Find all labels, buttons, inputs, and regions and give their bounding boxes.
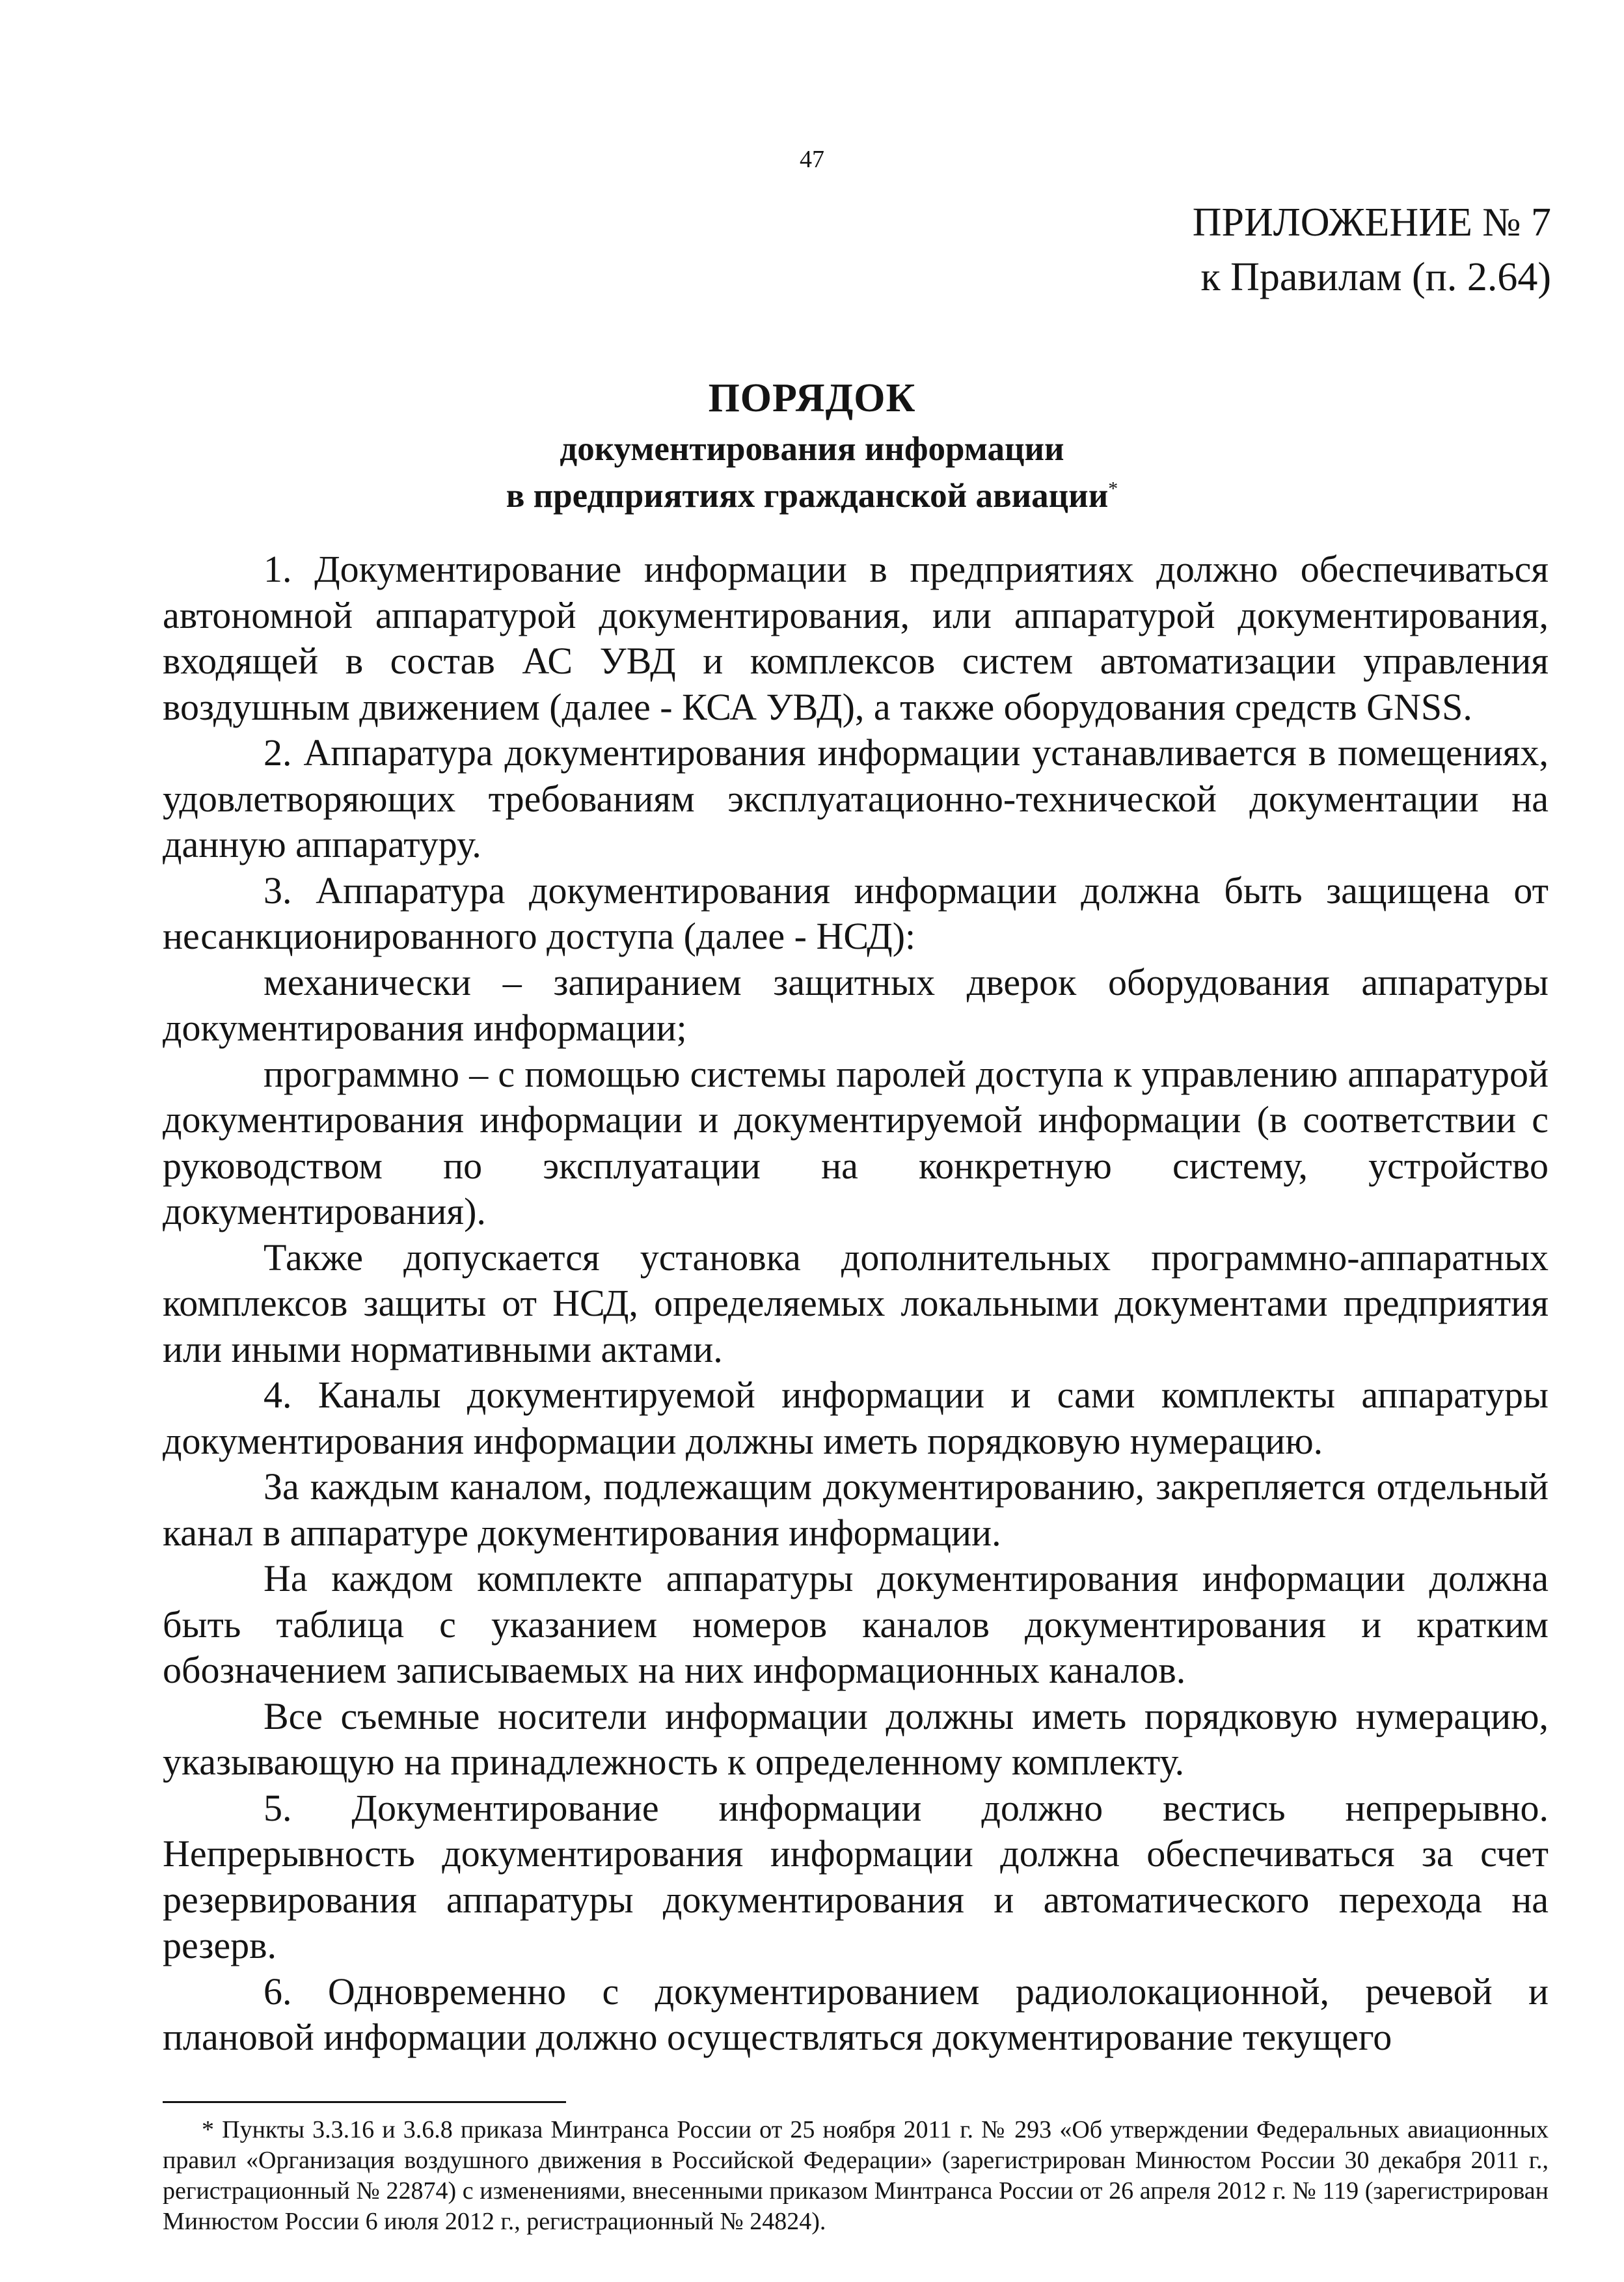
appendix-number: ПРИЛОЖЕНИЕ № 7 [1192, 200, 1551, 245]
document-title [0, 371, 1624, 519]
paragraph-6: 6. Одновременно с документированием радиолокационной, речевой и плановой информации должно осуществляться документирование текущего [163, 1970, 1549, 2058]
paragraph-3-software: программно – с помощью системы паролей доступа к управлению аппаратурой документирования информации и документируемой информации (в соответствии с руководством по эксплуатации на конкретную систему, устройство документирования). [163, 1052, 1549, 1232]
document-body [163, 547, 1549, 2061]
title-main: ПОРЯДОК [708, 376, 916, 420]
paragraph-2: 2. Аппаратура документирования информации устанавливается в помещениях, удовлетворяющих требованиям эксплуатационно-технической документации на данную аппаратуру. [163, 731, 1549, 865]
paragraph-3-additional: Также допускается установка дополнительных программно-аппаратных комплексов защиты от НСД, определяемых локальными документами предприятия или иными нормативными актами. [163, 1236, 1549, 1370]
page-number: 47 [800, 146, 824, 173]
title-subtitle-line-1: документирования информации [560, 430, 1064, 468]
title-subtitle-text: в предприятиях гражданской авиации [506, 477, 1109, 515]
footnote-divider [163, 2101, 566, 2103]
paragraph-4-table: На каждом комплекте аппаратуры документирования информации должна быть таблица с указанием номеров каналов документирования и кратким обозначением записываемых на них информационных каналов. [163, 1557, 1549, 1691]
paragraph-4-channels: За каждым каналом, подлежащим документированию, закрепляется отдельный канал в аппаратуре документирования информации. [163, 1465, 1549, 1554]
paragraph-4: 4. Каналы документируемой информации и сами комплекты аппаратуры документирования информации должны иметь порядковую нумерацию. [163, 1374, 1549, 1462]
footnote-marker: * [1108, 478, 1118, 500]
paragraph-4-media: Все съемные носители информации должны иметь порядковую нумерацию, указывающую на принадлежность к определенному комплекту. [163, 1694, 1549, 1783]
appendix-heading [1193, 195, 1551, 305]
paragraph-1: 1. Документирование информации в предприятиях должно обеспечиваться автономной аппаратурой документирования, или аппаратурой документирования, входящей в состав АС УВД и комплексов систем автоматизации управления воздушным движением (далее - КСА УВД), а также оборудования средств GNSS. [163, 548, 1549, 728]
footnote: * Пункты 3.3.16 и 3.6.8 приказа Минтранса России от 25 ноября 2011 г. № 293 «Об утверждении Федеральных авиационных правил «Организация воздушного движения в Российской Федерации» (зарегистрирован Минюстом России 30 декабря 2011 г., регистрационный № 22874) с изменениями, внесенными приказом Минтранса России от 26 апреля 2012 г. № 119 (зарегистрирован Минюстом России 6 июля 2012 г., регистрационный № 24824). [163, 2116, 1549, 2235]
title-subtitle-line-2 [0, 472, 1624, 519]
appendix-reference: к Правилам (п. 2.64) [1200, 255, 1551, 299]
paragraph-3: 3. Аппаратура документирования информации должна быть защищена от несанкционированного доступа (далее - НСД): [163, 869, 1549, 957]
paragraph-5: 5. Документирование информации должно вестись непрерывно. Непрерывность документирования информации должна обеспечиваться за счет резервирования аппаратуры документирования и автоматического перехода на резерв. [163, 1786, 1549, 1966]
paragraph-3-mechanical: механически – запиранием защитных дверок оборудования аппаратуры документирования информации; [163, 960, 1549, 1049]
